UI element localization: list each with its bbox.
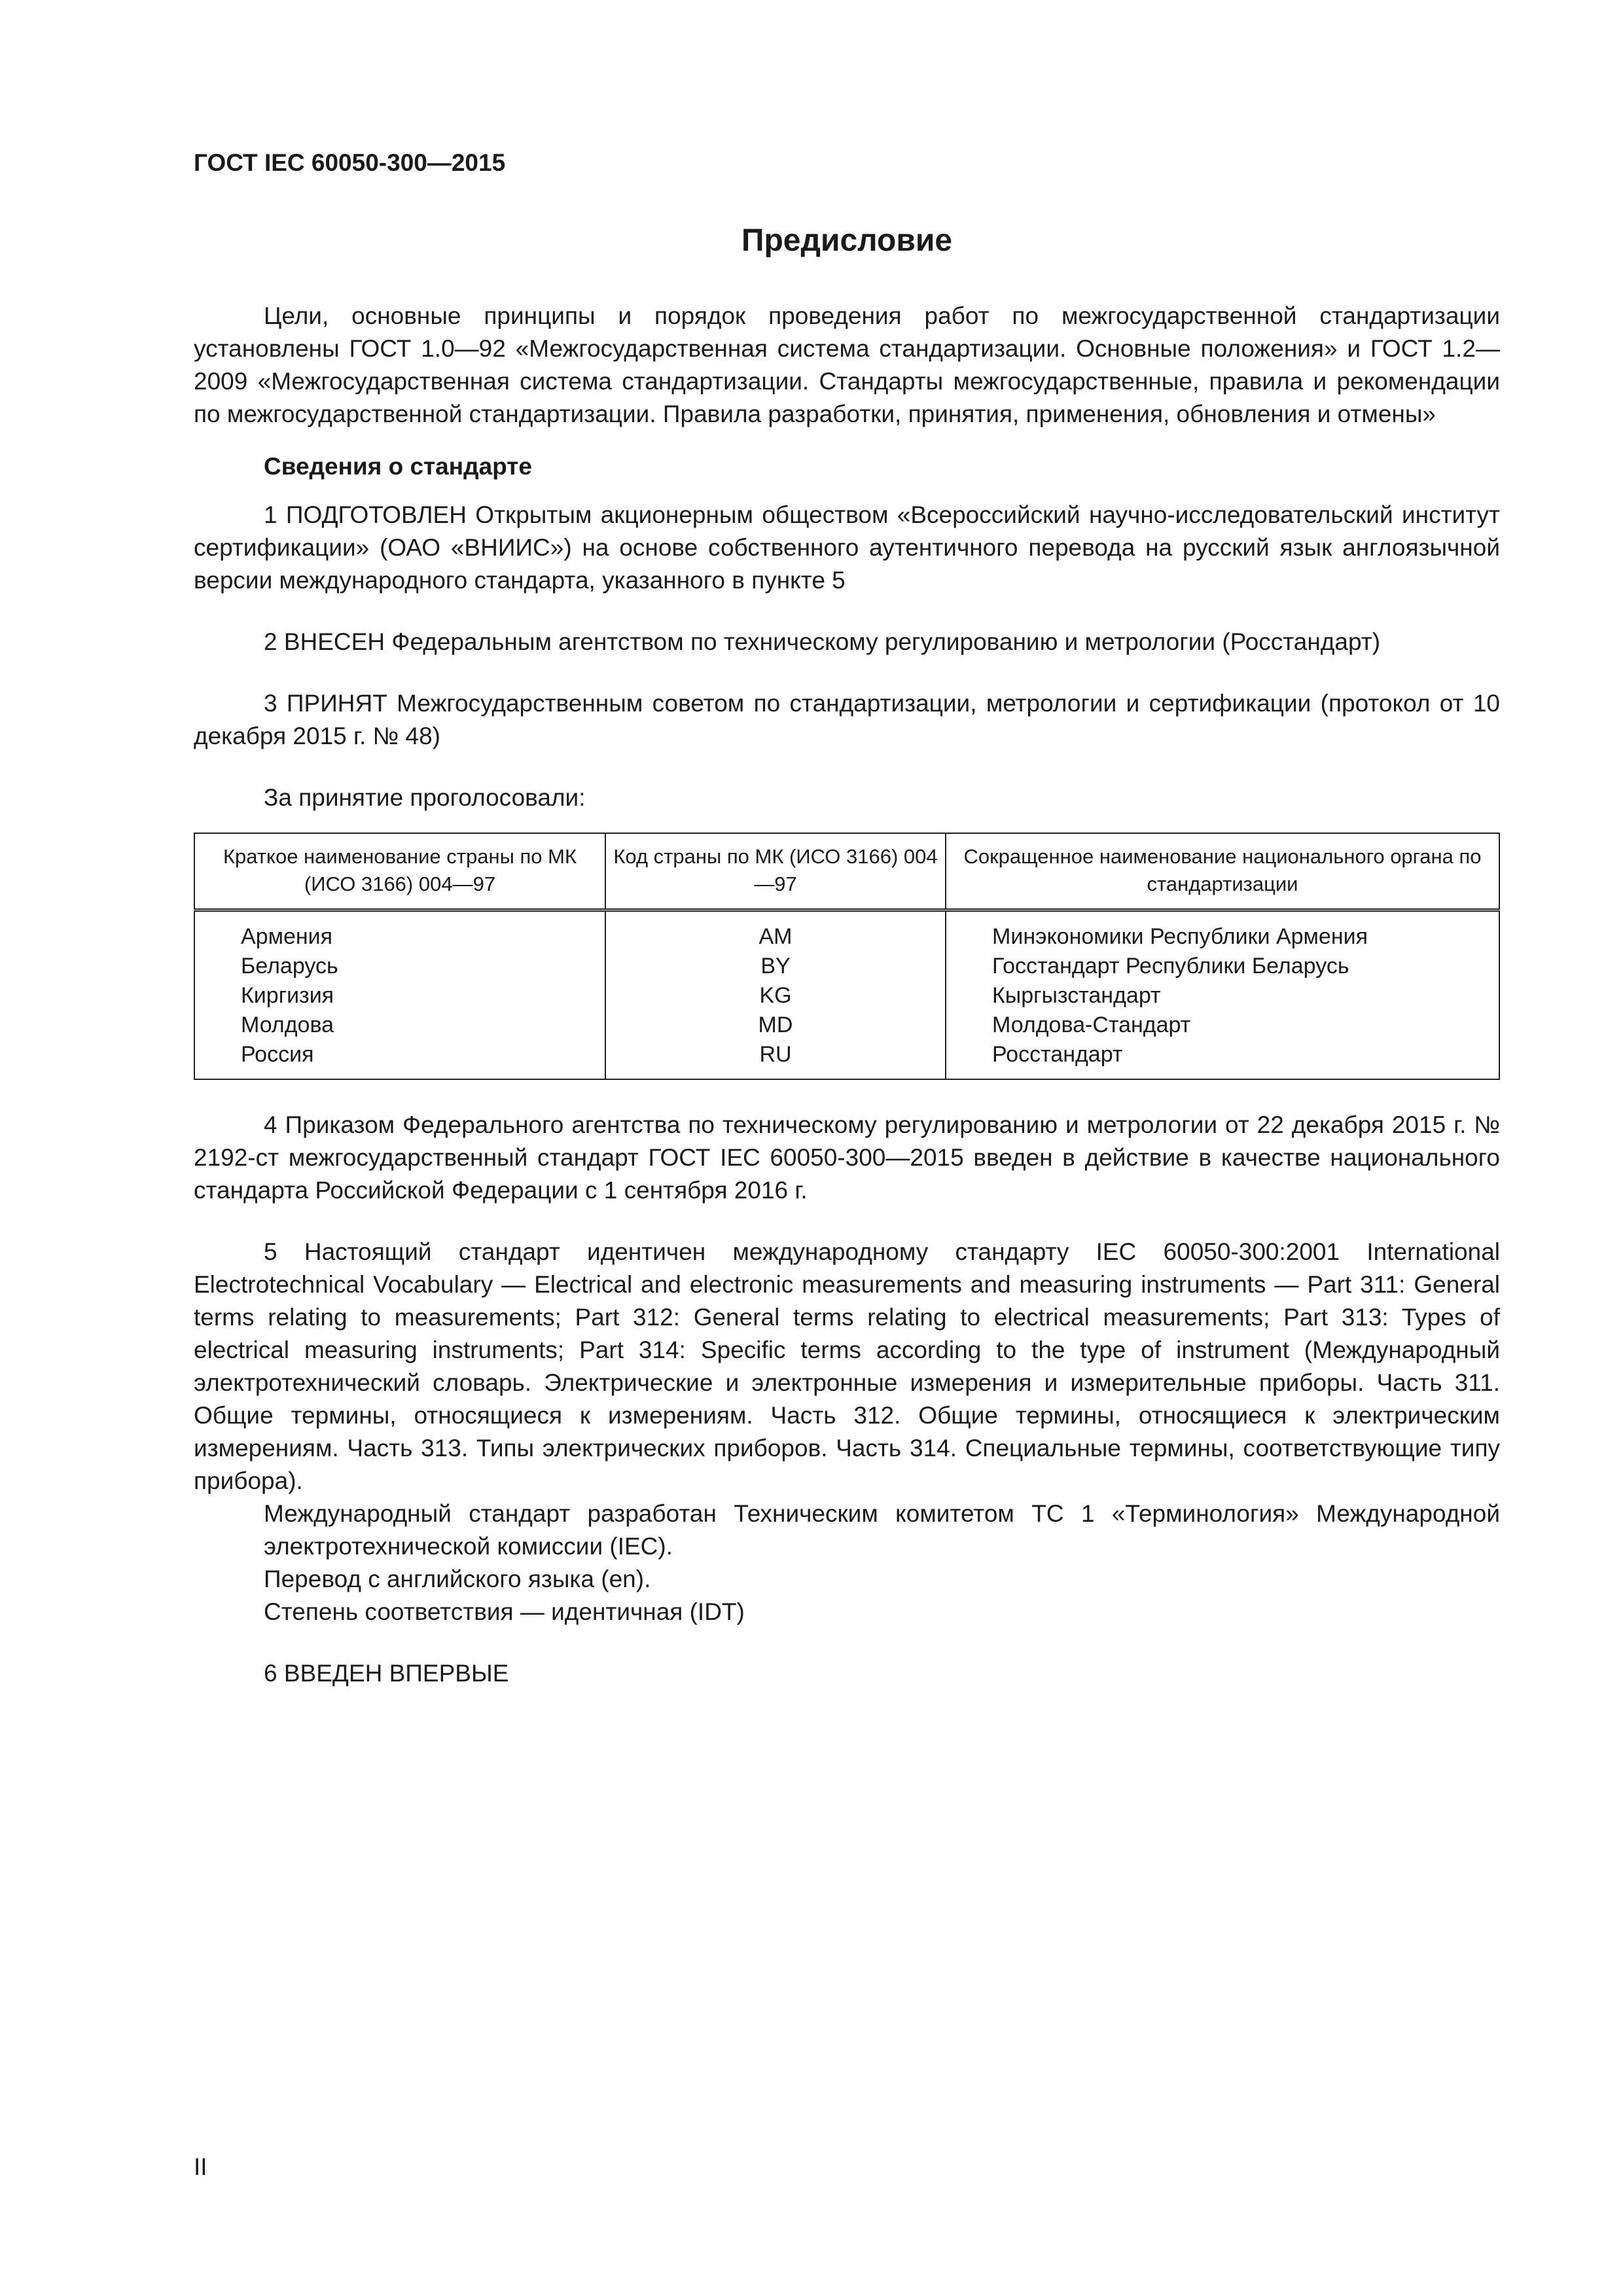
table-row xyxy=(194,1011,1499,1040)
table-cell-country: Армения xyxy=(194,910,605,952)
item-5-translation-line: Перевод с английского языка (en). xyxy=(264,1566,651,1592)
page-number: II xyxy=(194,2153,207,2180)
table-cell-code: MD xyxy=(605,1011,946,1040)
item-2-paragraph: 2 ВНЕСЕН Федеральным агентством по техническому регулированию и метрологии (Росстандарт) xyxy=(264,628,1381,655)
voting-table xyxy=(194,833,1500,1080)
table-row xyxy=(194,952,1499,981)
table-cell-code: RU xyxy=(605,1040,946,1079)
table-row xyxy=(194,981,1499,1011)
item-3-paragraph: 3 ПРИНЯТ Межгосударственным советом по стандартизации, метрологии и сертификации (протокол от 10 декабря 2015 г. № 48) xyxy=(194,690,1500,749)
item-4-paragraph: 4 Приказом Федерального агентства по техническому регулированию и метрологии от 22 декабря 2015 г. № 2192-ст межгосударственный стандарт ГОСТ IEC 60050-300—2015 введен в действие в качестве национального стандарта Российской Федерации с 1 сентября 2016 г. xyxy=(194,1111,1500,1204)
table-cell-country: Россия xyxy=(194,1040,605,1079)
item-5-paragraph: 5 Настоящий стандарт идентичен международному стандарту IEC 60050-300:2001 International Electrotechnical Vocabulary — Electrical and electronic measurements and measuring instruments — Part 311: General terms relating to measurements; Part 312: General terms relating to electrical measurements; Part 313: Types of electrical measuring instruments; Part 314: Specific terms according to the type of instrument (Международный электротехнический словарь. Электрические и электронные измерения и измерительные приборы. Часть 311. Общие термины, относящиеся к измерениям. Часть 312. Общие термины, относящиеся к электрическим измерениям. Часть 313. Типы электрических приборов. Часть 314. Специальные термины, соответствующие типу прибора). xyxy=(194,1238,1500,1494)
table-row xyxy=(194,910,1499,952)
foreword-content xyxy=(194,220,1500,1690)
document-code-header: ГОСТ IEC 60050-300—2015 xyxy=(194,149,506,176)
standard-info-heading: Сведения о стандарте xyxy=(264,453,532,480)
table-cell-body: Кыргызстандарт xyxy=(946,981,1499,1011)
voted-label: За принятие проголосовали: xyxy=(264,784,586,811)
item-5-degree-line: Степень соответствия — идентичная (IDT) xyxy=(264,1598,745,1625)
item-1-paragraph: 1 ПОДГОТОВЛЕН Открытым акционерным обществом «Всероссийский научно-исследовательский институт сертификации» (ОАО «ВНИИС») на основе собственного аутентичного перевода на русский язык англоязычной версии международного стандарта, указанного в пункте 5 xyxy=(194,501,1500,594)
table-header-code: Код страны по МК (ИСО 3166) 004—97 xyxy=(605,833,946,910)
table-row xyxy=(194,1040,1499,1079)
intro-paragraph: Цели, основные принципы и порядок проведения работ по межгосударственной стандартизации установлены ГОСТ 1.0—92 «Межгосударственная система стандартизации. Основные положения» и ГОСТ 1.2—2009 «Межгосударственная система стандартизации. Стандарты межгосударственные, правила и рекомендации по межгосударственной стандартизации. Правила разработки, принятия, применения, обновления и отмены» xyxy=(194,302,1500,427)
item-6-paragraph: 6 ВВЕДЕН ВПЕРВЫЕ xyxy=(264,1660,509,1687)
table-cell-country: Молдова xyxy=(194,1011,605,1040)
table-cell-code: AM xyxy=(605,910,946,952)
table-cell-body: Госстандарт Республики Беларусь xyxy=(946,952,1499,981)
table-cell-code: KG xyxy=(605,981,946,1011)
item-5-tc-paragraph: Международный стандарт разработан Техническим комитетом TC 1 «Терминология» Международной электротехнической комиссии (IEC). xyxy=(264,1500,1500,1560)
table-cell-code: BY xyxy=(605,952,946,981)
table-cell-country: Киргизия xyxy=(194,981,605,1011)
table-cell-body: Молдова-Стандарт xyxy=(946,1011,1499,1040)
table-cell-body: Росстандарт xyxy=(946,1040,1499,1079)
page-title: Предисловие xyxy=(741,223,953,258)
table-header-country: Краткое наименование страны по МК (ИСО 3166) 004—97 xyxy=(194,833,605,910)
table-cell-country: Беларусь xyxy=(194,952,605,981)
table-cell-body: Минэкономики Республики Армения xyxy=(946,910,1499,952)
table-header-body: Сокращенное наименование национального органа по стандартизации xyxy=(946,833,1499,910)
